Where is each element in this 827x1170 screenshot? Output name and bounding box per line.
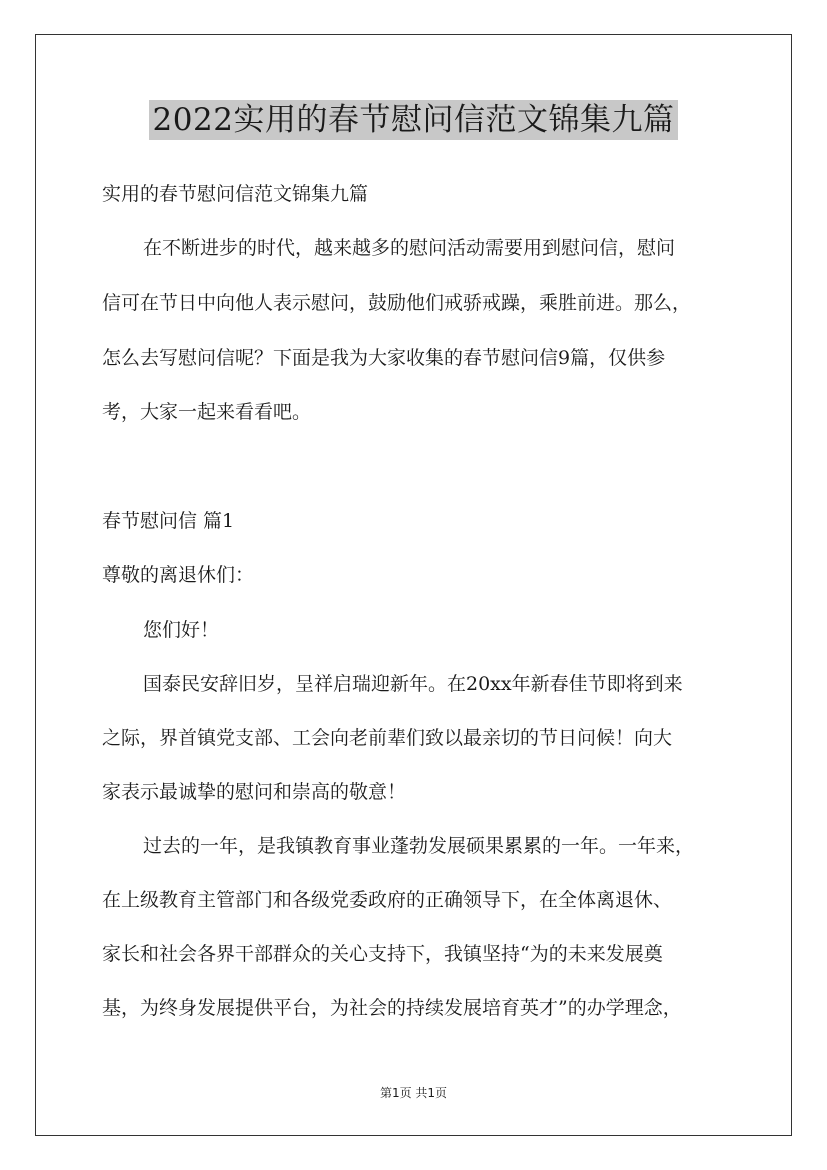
page-footer: 第1页 共1页 <box>379 1086 448 1100</box>
section-heading: 春节慰问信 篇1 <box>102 510 235 532</box>
intro-line: 考，大家一起来看看吧。 <box>102 401 312 423</box>
paragraph-line: 基，为终身发展提供平台，为社会的持续发展培育英才”的办学理念， <box>102 997 682 1019</box>
paragraph-line: 国泰民安辞旧岁，呈祥启瑞迎新年。在20xx年新春佳节即将到来 <box>143 673 683 695</box>
subtitle: 实用的春节慰问信范文锦集九篇 <box>102 183 369 205</box>
greeting: 您们好！ <box>143 619 220 641</box>
paragraph-line: 家长和社会各界干部群众的关心支持下，我镇坚持“为的未来发展奠 <box>102 943 663 965</box>
intro-line: 信可在节日中向他人表示慰问，鼓励他们戒骄戒躁，乘胜前进。那么， <box>102 292 692 314</box>
paragraph-line: 过去的一年，是我镇教育事业蓬勃发展硕果累累的一年。一年来， <box>143 835 695 857</box>
intro-line: 怎么去写慰问信呢？下面是我为大家收集的春节慰问信9篇，仅供参 <box>102 347 666 369</box>
paragraph-line: 家表示最诚挚的慰问和崇高的敬意！ <box>102 781 407 803</box>
document-title: 2022实用的春节慰问信范文锦集九篇 <box>149 100 679 140</box>
intro-line: 在不断进步的时代，越来越多的慰问活动需要用到慰问信，慰问 <box>143 237 676 259</box>
paragraph-line: 之际，界首镇党支部、工会向老前辈们致以最亲切的节日问候！向大 <box>102 727 673 749</box>
title-container <box>0 100 827 140</box>
salutation: 尊敬的离退休们： <box>102 564 255 586</box>
paragraph-line: 在上级教育主管部门和各级党委政府的正确领导下，在全体离退休、 <box>102 889 673 911</box>
